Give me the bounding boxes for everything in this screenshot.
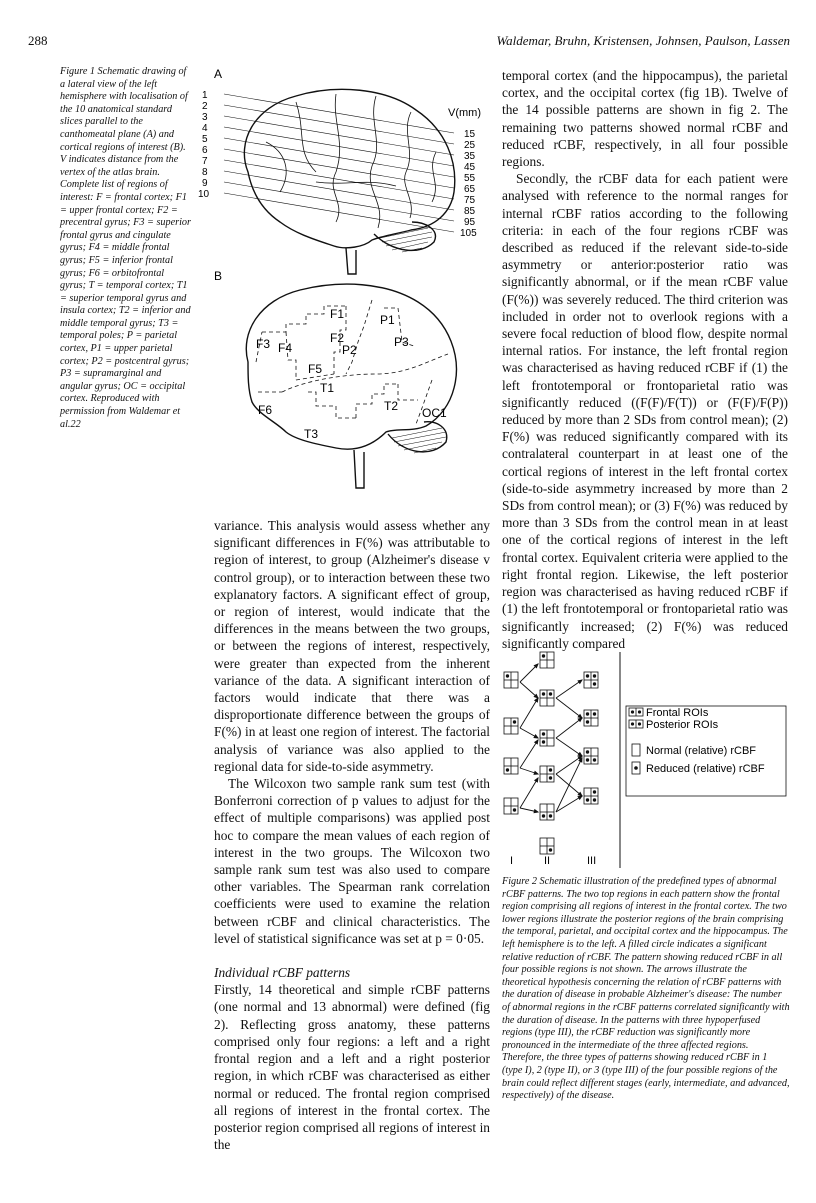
figure2-pattern-diagram — [500, 648, 790, 874]
arrow — [556, 738, 582, 756]
pattern-grid — [584, 748, 598, 764]
reduced-dot — [593, 674, 596, 677]
reduced-dot — [586, 798, 589, 801]
svg-text:T1: T1 — [320, 381, 335, 395]
svg-text:F2: F2 — [330, 331, 345, 345]
arrow — [556, 698, 582, 718]
reduced-dot — [586, 712, 589, 715]
reduced-dot — [542, 732, 545, 735]
arrow-head — [578, 680, 582, 683]
svg-text:35: 35 — [464, 151, 476, 162]
region-borders — [256, 300, 448, 424]
svg-text:OC1: OC1 — [422, 406, 447, 420]
brain-a-gyri — [266, 94, 436, 228]
svg-text:65: 65 — [464, 184, 476, 195]
arrow-head — [535, 778, 538, 782]
svg-text:P3: P3 — [394, 335, 409, 349]
svg-text:F6: F6 — [258, 403, 273, 417]
v-value-labels — [460, 129, 477, 239]
figure1-caption: Figure 1 Schematic drawing of a lateral view of the left hemisphere with localisation of the 10 anatomical standard slices parallel to the canthomeatal plane (A) and cortical regions of interest (B). V indicates distance from the vertex of the atlas brain. Complete list of regions of interest: F = frontal cortex; F1 = upper frontal cortex; F2 = precentral gyrus; F3 = superior frontal gyrus and cingulate gyrus; F4 = middle frontal gyrus; F5 = inferior frontal gyrus; F6 = orbitofrontal gyrus; T = temporal cortex; T1 = superior temporal gyrus and insula cortex; T2 = inferior and middle temporal gyrus; T3 = temporal poles; P = parietal cortex, P1 = upper parietal cortex; P2 = postcentral gyrus; P3 = supramarginal and angular gyrus; OC = occipital cortex. Reproduced with permission from Waldemar et al.22 — [60, 66, 191, 430]
v-axis-label: V(mm) — [448, 107, 481, 119]
svg-text:1: 1 — [202, 90, 208, 101]
paragraph: The Wilcoxon two sample rank sum test (with Bonferroni correction of p values to adjust for the effect of multiple comparisons) was applied post hoc to compare the mean values of each region of interest in the two groups. The Wilcoxon two sample rank sum test was also used to compare other variables. The Spearman rank correlation coefficients were used to examine the relation between rCBF and clinical characteristics. The level of statistical significance was set at p = 0·05. — [214, 776, 490, 946]
legend — [626, 706, 786, 796]
legend-normal: Normal (relative) rCBF — [646, 745, 757, 757]
pattern-grid — [584, 788, 598, 804]
figure2-caption: Figure 2 Schematic illustration of the predefined types of abnormal rCBF patterns. The two top regions in each pattern show the frontal region comprising all regions of interest in the frontal cortex. The two lower regions illustrate the posterior regions of the brain comprising the temporal, parietal, and occipital cortex and the hippocampus. The left hemisphere is to the left. A filled circle indicates a significant relative reduction of rCBF. The pattern showing reduced rCBF in all four possible regions is not shown. The arrows illustrate the theoretical hypothesis concerning the relation of rCBF patterns with the duration of disease in probable Alzheimer's disease: The number of abnormal regions in the rCBF patterns correlated significantly with the duration of disease. In the patterns with three hypoperfused regions (type III), the rCBF reduction was significantly more pronounced in the intermediate of the three affected regions. Therefore, the three types of patterns showing reduced rCBF in 1 (type I), 2 (type II), or 3 (type III) of the four possible regions of the brain could reflect different stages (early, intermediate, and advanced, respectively) of the disease. — [502, 876, 790, 1102]
running-title: Waldemar, Bruhn, Kristensen, Johnsen, Paulson, Lassen — [496, 33, 790, 48]
arrow-head — [578, 753, 582, 756]
page-number: 288 — [28, 33, 48, 48]
arrow — [556, 718, 582, 738]
svg-text:3: 3 — [202, 112, 208, 123]
svg-text:9: 9 — [202, 178, 208, 189]
arrow-head — [534, 771, 538, 774]
arrow-head — [578, 796, 582, 799]
svg-text:II: II — [544, 855, 551, 867]
arrow — [520, 698, 538, 728]
pattern-grid — [584, 710, 598, 726]
paragraph: temporal cortex (and the hippocampus), the parietal cortex, and the occipital cortex (fig 1B). Twelve of the 14 possible patterns are shown in fig 2. The remaining two patterns showed normal rCBF and reduced rCBF, respectively, in all four possible regions. — [502, 68, 788, 170]
pattern-grid — [540, 730, 554, 746]
svg-text:4: 4 — [202, 123, 208, 134]
reduced-dot — [542, 814, 545, 817]
paragraph: Secondly, the rCBF data for each patient were analysed with reference to the normal ranges for internal rCBF ratios according to the following criteria: in each of the four regions rCBF was described as reduced if the relevant side-to-side asymmetry or anterior:posterior ratio was significantly abnormal, or if the mean rCBF value (F(%)) was severely reduced. The third criterion was included in order not to overlook regions with a severe focal reduction of blood flow, despite normal internal ratios. For instance, the left frontal region was characterised as having reduced rCBF if (1) the left frontotemporal or frontoparietal ratio was significantly reduced ((F(F)/F(T)) or (F(F)/F(P)) reduced by more than 2 SDs from control mean); (2) F(%) was reduced significantly compared with its contralateral counterpart in at least one of the cortical regions of interest in the left frontal cortex (side-to-side asymmetry increased by more than 2 SDs from control mean); or (3) F(%) was reduced by more than 3 SDs from the control mean in at least one of the cortical regions of interest in the left frontal cortex. Equivalent criteria were applied to the right frontal region. Likewise, the left posterior region was characterised as having reduced rCBF if (1) the left frontotemporal or frontoparietal ratio was significantly increased; (2) F(%) was reduced significantly compared — [502, 171, 788, 651]
svg-text:2: 2 — [202, 101, 208, 112]
brain-a-outline — [244, 89, 454, 274]
reduced-dot — [549, 692, 552, 695]
paragraph: Firstly, 14 theoretical and simple rCBF patterns (one normal and 13 abnormal) were defined (fig 2). Reflecting gross anatomy, these patterns comprised only four regions: a left and a right frontal region and a left and a right posterior region, in which rCBF was characterised as either normal or reduced. The frontal region comprised all regions of interest in the frontal cortex. The posterior region comprised all regions of interest in the — [214, 982, 490, 1153]
svg-text:I: I — [510, 855, 514, 867]
reduced-dot — [513, 808, 516, 811]
reduced-dot — [586, 750, 589, 753]
right-column-text — [502, 67, 788, 652]
reduced-dot — [549, 768, 552, 771]
svg-text:95: 95 — [464, 217, 476, 228]
pattern-grid — [504, 758, 518, 774]
slice-number-labels — [198, 90, 210, 200]
svg-text:P1: P1 — [380, 313, 395, 327]
svg-text:T3: T3 — [304, 427, 319, 441]
arrow — [556, 680, 582, 698]
pattern-grid — [540, 690, 554, 706]
arrow-head — [534, 735, 538, 738]
reduced-dot — [593, 682, 596, 685]
svg-text:75: 75 — [464, 195, 476, 206]
reduced-dot — [542, 740, 545, 743]
pattern-grid — [540, 804, 554, 820]
svg-text:45: 45 — [464, 162, 476, 173]
paragraph: variance. This analysis would assess whether any significant differences in F(%) was attributable to region of interest, to group (Alzheimer's disease v control group), or to interaction between these two explanatory factors. A significant effect of group, or region of interest, would indicate that the differences in the means between the two groups, or between the regions of interest, respectively, were greater than expected from the inherent variance of the data. A significant interaction of factors would indicate that there was a disproportionate difference between the groups of F(%) in at least one region of interest. The factorial analysis of variance was also applied to the regional data for side-to-side asymmetry. — [214, 518, 490, 774]
reduced-dot — [506, 674, 509, 677]
brain-b-outline — [246, 284, 456, 488]
panel-b-label: B — [214, 269, 223, 283]
section-heading: Individual rCBF patterns — [214, 965, 351, 981]
svg-text:10: 10 — [198, 189, 210, 200]
svg-text:III: III — [587, 855, 597, 867]
pattern-grid — [540, 838, 554, 854]
reduced-dot — [586, 720, 589, 723]
reduced-dot — [549, 848, 552, 851]
legend-frontal: Frontal ROIs — [646, 707, 709, 719]
svg-text:T2: T2 — [384, 399, 399, 413]
svg-text:F5: F5 — [308, 362, 323, 376]
reduced-dot — [542, 692, 545, 695]
left-column-text — [214, 517, 490, 1153]
arrow-head — [535, 740, 538, 744]
arrow-head — [534, 810, 538, 813]
svg-text:P2: P2 — [342, 343, 357, 357]
reduced-dot — [513, 720, 516, 723]
svg-text:105: 105 — [460, 228, 477, 239]
pattern-grid — [540, 652, 554, 668]
reduced-dot — [593, 758, 596, 761]
svg-text:7: 7 — [202, 156, 208, 167]
reduced-dot — [586, 674, 589, 677]
reduced-dot — [549, 814, 552, 817]
legend-reduced: Reduced (relative) rCBF — [646, 763, 765, 775]
svg-text:F4: F4 — [278, 341, 293, 355]
arrow — [520, 740, 538, 768]
figure1-brain-diagram — [196, 62, 496, 512]
panel-a-label: A — [214, 67, 223, 81]
pattern-grid — [504, 718, 518, 734]
column-labels — [510, 855, 596, 867]
arrow-head — [535, 698, 538, 702]
legend-posterior: Posterior ROIs — [646, 719, 719, 731]
svg-text:F1: F1 — [330, 307, 345, 321]
pattern-grid — [584, 672, 598, 688]
reduced-dot — [593, 798, 596, 801]
svg-text:15: 15 — [464, 129, 476, 140]
arrow — [556, 756, 582, 774]
reduced-dot — [549, 776, 552, 779]
reduced-dot — [542, 654, 545, 657]
svg-text:55: 55 — [464, 173, 476, 184]
svg-text:F3: F3 — [256, 337, 271, 351]
pattern-grid — [504, 672, 518, 688]
reduced-dot — [593, 712, 596, 715]
reduced-dot — [593, 790, 596, 793]
reduced-dot — [586, 758, 589, 761]
region-labels — [256, 307, 447, 441]
svg-text:6: 6 — [202, 145, 208, 156]
pattern-grid — [504, 798, 518, 814]
pattern-grid — [540, 766, 554, 782]
svg-text:8: 8 — [202, 167, 208, 178]
pattern-grids — [504, 652, 598, 854]
svg-text:25: 25 — [464, 140, 476, 151]
svg-text:85: 85 — [464, 206, 476, 217]
reduced-dot — [506, 768, 509, 771]
arrow — [520, 778, 538, 808]
svg-text:5: 5 — [202, 134, 208, 145]
